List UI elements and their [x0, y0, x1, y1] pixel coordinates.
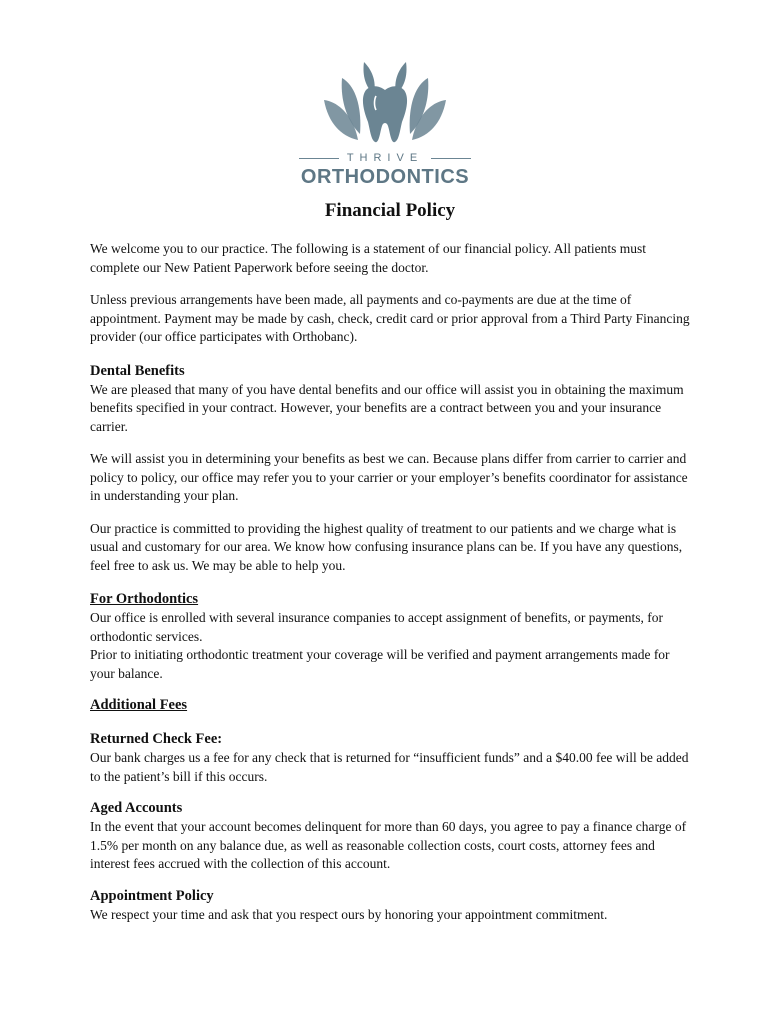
aged-accounts-heading: Aged Accounts [90, 800, 183, 816]
aged-accounts-text: In the event that your account becomes delinquent for more than 60 days, you agree to pay a finance charge of 1.5% per month on any balance due, as well as reasonable collection costs, court costs, attorney fees and interest fees accrued with the collection of this account. [90, 819, 687, 871]
for-orthodontics-section [90, 589, 690, 683]
brand-orthodontics: ORTHODONTICS [300, 166, 470, 188]
intro-paragraph: Unless previous arrangements have been made, all payments and co-payments are due at the time of appointment. Payment may be made by cash, check, credit card or prior approval from a Third Party Financing provider (our office participates with Orthobanc). [90, 292, 690, 344]
returned-check-heading: Returned Check Fee: [90, 731, 223, 747]
lotus-tooth-icon [320, 60, 450, 146]
dental-benefits-paragraph: We will assist you in determining your benefits as best we can. Because plans differ from carrier to carrier and policy to policy, our office may refer you to your carrier or your employer’s benefits coordinator for assistance in understanding your plan. [90, 451, 688, 503]
thrive-orthodontics-logo [0, 60, 770, 189]
dental-benefits-heading: Dental Benefits [90, 362, 185, 379]
aged-accounts-section [90, 798, 690, 874]
divider-line-right [431, 158, 471, 159]
for-orthodontics-heading: For Orthodontics [90, 591, 199, 607]
appointment-policy-heading: Appointment Policy [90, 887, 214, 904]
dental-benefits-paragraph: We are pleased that many of you have dental benefits and our office will assist you in obtaining the maximum benefits specified in your contract. However, your benefits are a contract between you and your insurance carrier. [90, 381, 684, 434]
for-orthodontics-line: Our office is enrolled with several insurance companies to accept assignment of benefits, or payments, for orthodontic services. [90, 610, 663, 644]
intro-paragraph: We welcome you to our practice. The following is a statement of our financial policy. All patients must complete our New Patient Paperwork before seeing the doctor. [90, 241, 647, 275]
additional-fees-heading: Additional Fees [90, 697, 188, 713]
page-title: Financial Policy [324, 200, 456, 221]
appointment-policy-text: We respect your time and ask that you respect ours by honoring your appointment commitment. [90, 906, 608, 922]
returned-check-section [90, 729, 690, 786]
appointment-policy-section [90, 886, 690, 925]
for-orthodontics-line: Prior to initiating orthodontic treatment your coverage will be verified and payment arrangements made for your balance. [90, 647, 670, 681]
divider-line-left [299, 158, 339, 159]
dental-benefits-paragraph: Our practice is committed to providing the highest quality of treatment to our patients and we charge what is usual and customary for our area. We know how confusing insurance plans can be. If you have any questions, feel free to ask us. We may be able to help you. [90, 520, 683, 573]
returned-check-text: Our bank charges us a fee for any check that is returned for “insufficient funds” and a $40.00 fee will be added to the patient’s bill if this occurs. [90, 750, 689, 784]
brand-thrive: THRIVE [346, 152, 424, 164]
policy-content [90, 198, 690, 936]
